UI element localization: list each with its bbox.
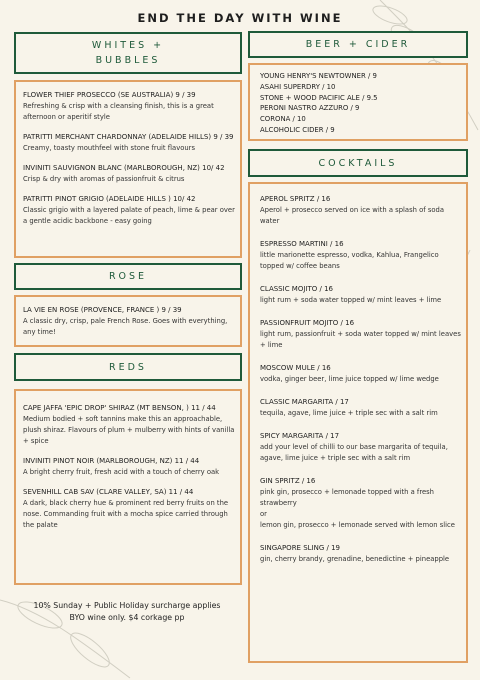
item-description: A bright cherry fruit, fresh acid with a touch of cherry oak <box>23 468 220 476</box>
reds-heading: REDS <box>109 361 147 373</box>
item-description: tequila, agave, lime juice + triple sec with a salt rim <box>260 409 438 417</box>
rose-heading-box <box>14 263 242 290</box>
list-item <box>260 239 461 272</box>
item-name: CLASSIC MARGARITA / 17 <box>260 398 349 406</box>
list-item: YOUNG HENRY'S NEWTOWNER / 9 <box>260 72 377 80</box>
item-description: Medium bodied + soft tannins make this an approachable, plush shiraz. Flavours of plum + mulberry with hints of vanilla + spice <box>23 415 235 445</box>
item-name: INVINITI SAUVIGNON BLANC (MARLBOROUGH, NZ) 10/ 42 <box>23 164 225 172</box>
whites-heading-line1: WHITES + <box>91 40 165 51</box>
beer-list <box>248 63 468 141</box>
item-name: CLASSIC MOJITO / 16 <box>260 285 333 293</box>
item-name: LA VIE EN ROSE (PROVENCE, FRANCE ) 9 / 39 <box>23 306 182 314</box>
item-description: Aperol + prosecco served on ice with a splash of soda water <box>260 206 444 225</box>
list-item <box>260 363 461 385</box>
item-name: ESPRESSO MARTINI / 16 <box>260 240 344 248</box>
item-description: light rum + soda water topped w/ mint leaves + lime <box>260 296 442 304</box>
surcharge-line: 10% Sunday + Public Holiday surcharge applies <box>33 601 221 610</box>
page-title: END THE DAY WITH WINE <box>137 11 343 25</box>
surcharge-note <box>14 600 240 624</box>
reds-heading-box <box>14 353 242 381</box>
item-name: CAPE JAFFA 'EPIC DROP' SHIRAZ (MT BENSON, ) 11 / 44 <box>23 404 216 412</box>
whites-heading-line2: BUBBLES <box>95 55 161 66</box>
list-item: CORONA / 10 <box>260 115 306 124</box>
list-item <box>260 431 461 464</box>
item-description: Crisp & dry with aromas of passionfruit & citrus <box>23 175 185 183</box>
item-name: GIN SPRITZ / 16 <box>260 477 316 485</box>
list-item <box>260 397 461 419</box>
list-item <box>23 90 235 123</box>
list-item: ALCOHOLIC CIDER / 9 <box>260 125 335 134</box>
item-description: Refreshing & crisp with a cleansing finish, this is a great afternoon or aperitif style <box>23 102 214 121</box>
item-name: PATRITTI MERCHANT CHARDONNAY (ADELAIDE HILLS) 9 / 39 <box>23 133 234 141</box>
list-item <box>23 163 235 185</box>
list-item <box>260 318 461 351</box>
item-description: A dark, black cherry hue & prominent red berry fruits on the nose. Commanding fruit with a mocha spice carried through the palate <box>23 499 229 529</box>
item-description: Classic grigio with a layered palate of peach, lime & pear over a gentle acidic backbone - easy going <box>23 206 235 225</box>
item-description: gin, cherry brandy, grenadine, benedictine + pineapple <box>260 555 450 563</box>
list-item <box>23 305 235 338</box>
item-name: SINGAPORE SLING / 19 <box>260 544 340 552</box>
item-description: A classic dry, crisp, pale French Rose. Goes with everything, any time! <box>23 317 228 336</box>
item-or-separator: or <box>260 510 267 518</box>
item-name: SEVENHILL CAB SAV (CLARE VALLEY, SA) 11 / 44 <box>23 488 194 496</box>
item-name: APEROL SPRITZ / 16 <box>260 195 331 203</box>
item-name: PATRITTI PINOT GRIGIO (ADELAIDE HILLS ) 10/ 42 <box>23 195 196 203</box>
item-name: FLOWER THIEF PROSECCO (SE AUSTRALIA) 9 / 39 <box>23 91 196 99</box>
whites-heading-box <box>14 32 242 74</box>
byo-line: BYO wine only. $4 corkage pp <box>69 613 185 622</box>
list-item: ASAHI SUPERDRY / 10 <box>260 82 336 91</box>
list-item <box>23 132 235 154</box>
item-description: light rum, passionfruit + soda water topped w/ mint leaves + lime <box>260 330 461 349</box>
item-alt-description: lemon gin, prosecco + lemonade served with lemon slice <box>260 521 455 529</box>
item-name: MOSCOW MULE / 16 <box>260 364 331 372</box>
item-description: Creamy, toasty mouthfeel with stone fruit flavours <box>23 144 196 152</box>
item-description: little marionette espresso, vodka, Kahlua, Frangelico topped w/ coffee beans <box>260 251 439 270</box>
list-item: PERONI NASTRO AZZURO / 9 <box>260 104 360 113</box>
whites-list <box>14 80 242 258</box>
cocktails-heading: COCKTAILS <box>318 157 398 169</box>
list-item <box>23 456 235 478</box>
list-item <box>23 487 235 531</box>
item-name: INVINITI PINOT NOIR (MARLBOROUGH, NZ) 11 / 44 <box>23 457 200 465</box>
item-name: PASSIONFRUIT MOJITO / 16 <box>260 319 355 327</box>
list-item <box>260 194 461 227</box>
list-item <box>260 284 461 306</box>
cocktails-heading-box <box>248 149 468 177</box>
cocktails-list <box>248 182 468 663</box>
item-name: SPICY MARGARITA / 17 <box>260 432 340 440</box>
item-description: add your level of chilli to our base margarita of tequila, agave, lime juice + triple sec with a salt rim <box>260 443 448 462</box>
beer-heading: BEER + CIDER <box>305 39 411 50</box>
item-description: vodka, ginger beer, lime juice topped w/ lime wedge <box>260 375 439 383</box>
list-item <box>23 403 235 447</box>
rose-heading: ROSE <box>108 271 148 282</box>
item-description: pink gin, prosecco + lemonade topped with a fresh strawberry <box>260 488 434 507</box>
list-item <box>23 194 235 227</box>
beer-heading-box <box>248 31 468 58</box>
list-item <box>260 543 461 565</box>
rose-list <box>14 295 242 347</box>
reds-list <box>14 389 242 585</box>
list-item: STONE + WOOD PACIFIC ALE / 9.5 <box>260 93 378 102</box>
list-item <box>260 476 461 531</box>
